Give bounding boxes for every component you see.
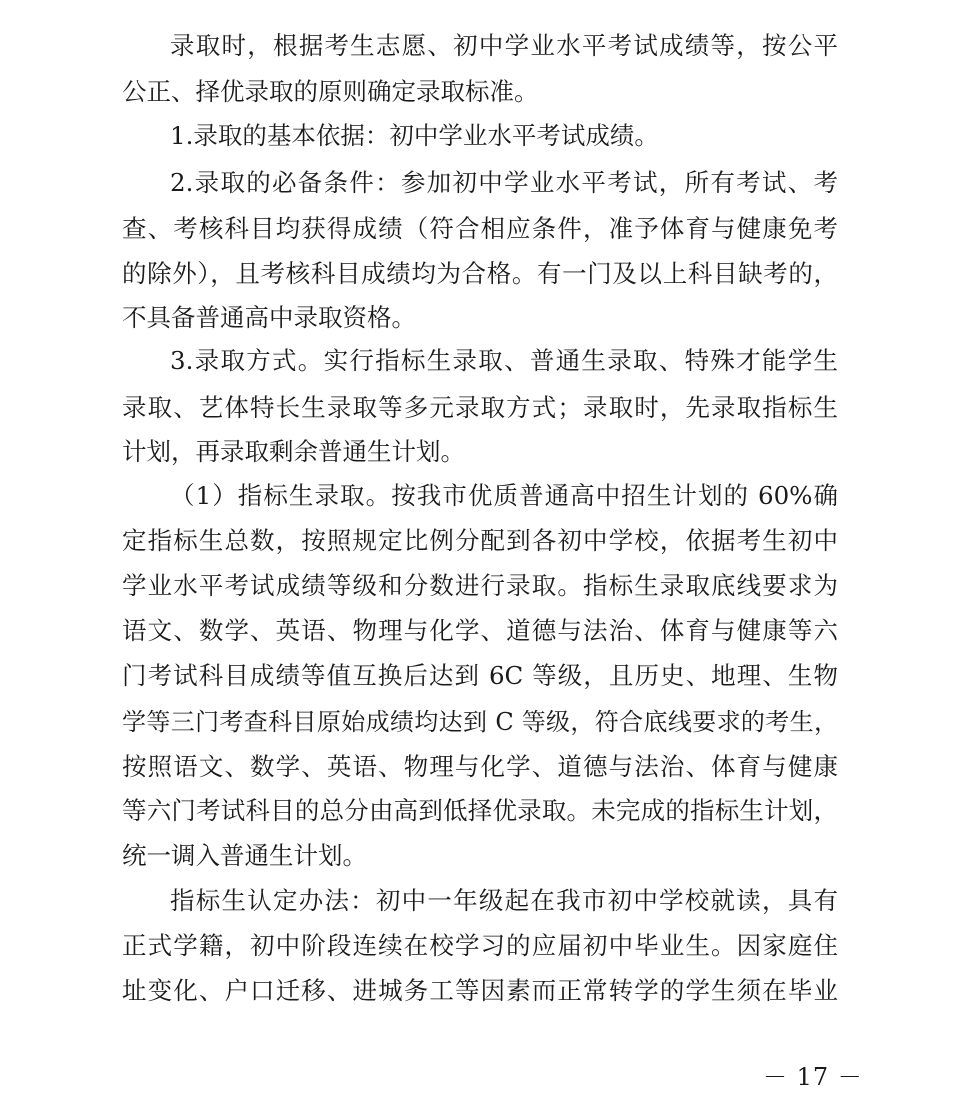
text-line: 计划，再录取剩余普通生计划。 [122,437,465,466]
text-line: （1）指标生录取。按我市优质普通高中招生计划的 60%确 [170,481,838,510]
text-line: 正式学籍，初中阶段连续在校学习的应届初中毕业生。因家庭住 [122,931,838,960]
text-line: 门考试科目成绩等值互换后达到 6C 等级，且历史、地理、生物 [122,661,838,690]
text-line: 统一调入普通生计划。 [122,841,367,870]
text-line: 录取时，根据考生志愿、初中学业水平考试成绩等，按公平 [170,31,838,60]
text-line: 址变化、户口迁移、进城务工等因素而正常转学的学生须在毕业 [122,976,838,1005]
text-line: 录取、艺体特长生录取等多元录取方式；录取时，先录取指标生 [122,393,838,422]
text-line: 语文、数学、英语、物理与化学、道德与法治、体育与健康等六 [122,616,838,645]
text-line: 学等三门考查科目原始成绩均达到 C 等级，符合底线要求的考生， [122,708,838,736]
text-line: 2.录取的必备条件：参加初中学业水平考试，所有考试、考 [170,168,838,197]
text-line: 等六门考试科目的总分由高到低择优录取。未完成的指标生计划， [122,796,838,825]
text-line: 不具备普通高中录取资格。 [122,303,416,332]
text-line: 3.录取方式。实行指标生录取、普通生录取、特殊才能学生 [170,346,838,375]
text-line: 1.录取的基本依据：初中学业水平考试成绩。 [170,121,659,150]
page-number: － 17 － [763,1063,863,1091]
text-line: 按照语文、数学、英语、物理与化学、道德与法治、体育与健康 [122,752,838,781]
text-line: 指标生认定办法：初中一年级起在我市初中学校就读，具有 [170,886,838,915]
text-line: 查、考核科目均获得成绩（符合相应条件，准予体育与健康免考 [122,214,838,243]
text-line: 学业水平考试成绩等级和分数进行录取。指标生录取底线要求为 [122,571,838,600]
text-line: 的除外），且考核科目成绩均为合格。有一门及以上科目缺考的， [122,259,838,288]
text-line: 定指标生总数，按照规定比例分配到各初中学校，依据考生初中 [122,526,838,555]
text-line: 公正、择优录取的原则确定录取标准。 [122,77,539,106]
